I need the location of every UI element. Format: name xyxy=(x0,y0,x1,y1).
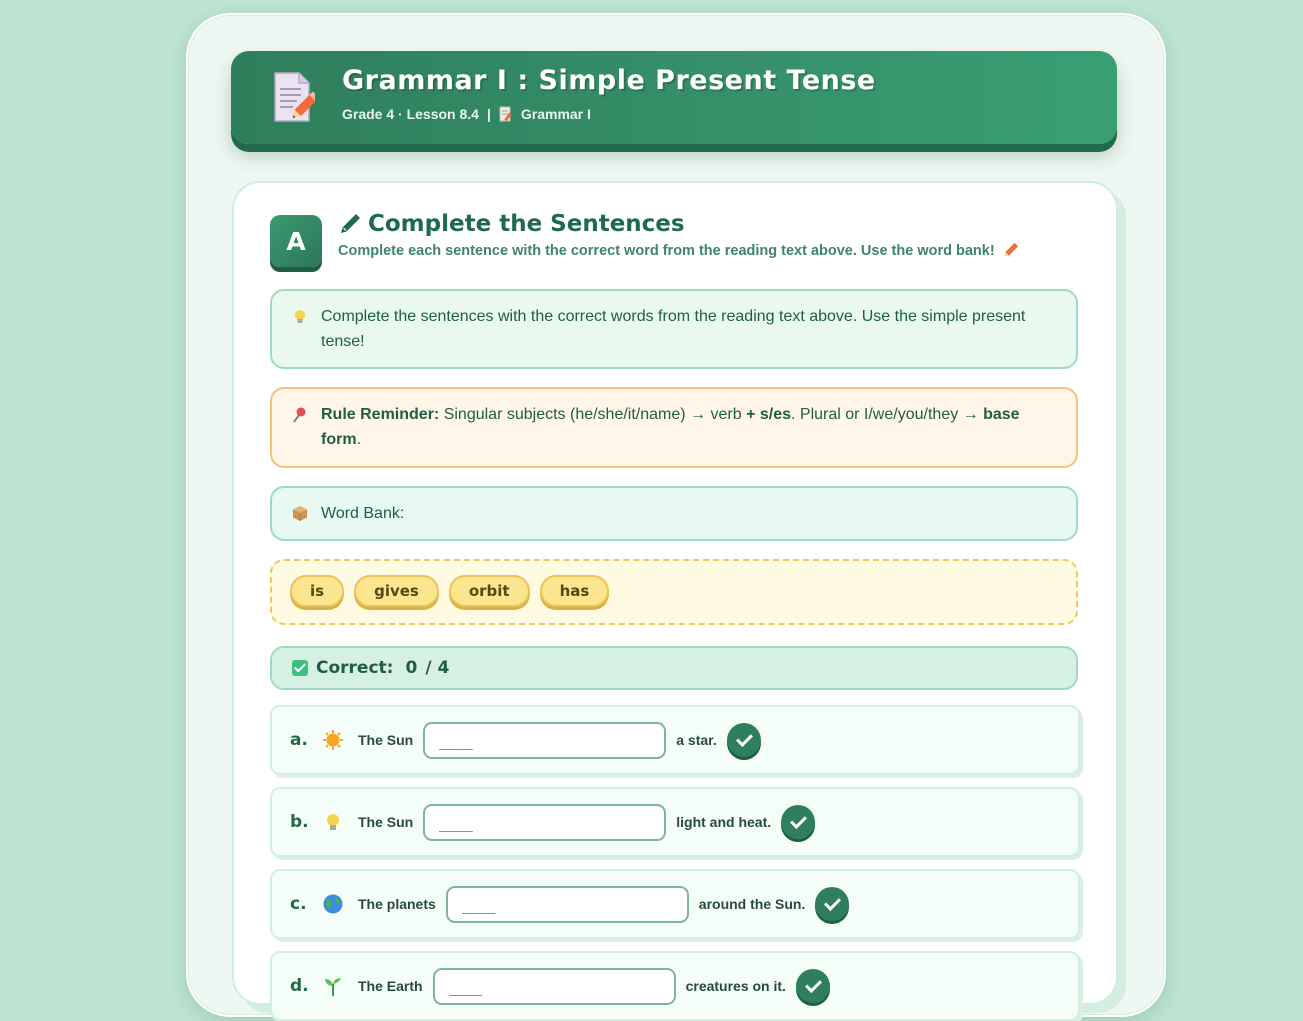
word-bank-chips xyxy=(270,559,1078,625)
tip-box xyxy=(270,289,1078,369)
score-correct: 0 xyxy=(405,658,418,678)
document-pencil-icon xyxy=(271,71,315,123)
rule-bold: + s/es xyxy=(746,406,791,423)
question-item xyxy=(270,705,1080,775)
pushpin-icon xyxy=(292,406,308,424)
word-bank-header xyxy=(270,486,1078,541)
score-row xyxy=(292,658,449,678)
score-total: / 4 xyxy=(425,658,450,678)
question-text-before: The Sun xyxy=(358,732,414,748)
question-text-after: light and heat. xyxy=(676,814,772,830)
exercise-card xyxy=(232,181,1118,1005)
question-text-after: a star. xyxy=(676,732,717,748)
check-answer-button[interactable] xyxy=(727,723,761,757)
check-box-icon xyxy=(292,660,308,676)
seedling-icon xyxy=(322,975,344,997)
question-row xyxy=(290,953,830,1019)
answer-input[interactable] xyxy=(423,804,666,841)
answer-input[interactable] xyxy=(433,968,676,1005)
grade-lesson-label: Grade 4 · Lesson 8.4 xyxy=(342,106,479,122)
memo-icon xyxy=(499,106,513,122)
question-row xyxy=(290,789,815,855)
page-title: Grammar I : Simple Present Tense xyxy=(342,65,876,96)
lesson-subtitle xyxy=(342,106,591,122)
section-title-text: Complete the Sentences xyxy=(368,211,685,237)
tip-text: Complete the sentences with the correct words from the reading text above. Use the simple present tense! xyxy=(321,308,1026,350)
rule-reminder-box xyxy=(270,387,1078,468)
section-subtitle xyxy=(338,242,1019,260)
chip-list xyxy=(290,575,609,607)
divider: | xyxy=(486,106,491,122)
word-chip[interactable]: is xyxy=(290,575,344,607)
check-answer-button[interactable] xyxy=(796,969,830,1003)
question-text-before: The Earth xyxy=(358,978,423,994)
rule-part: . Plural or I/we/you/they → xyxy=(791,406,984,423)
question-letter: c. xyxy=(290,894,307,914)
question-letter: b. xyxy=(290,812,309,832)
question-text-after: creatures on it. xyxy=(685,978,786,994)
sun-icon xyxy=(322,729,344,751)
category-label: Grammar I xyxy=(520,106,591,122)
score-label: Correct: xyxy=(316,658,394,678)
lightbulb-icon xyxy=(322,811,344,833)
question-text-before: The Sun xyxy=(358,814,414,830)
question-item xyxy=(270,869,1080,939)
check-answer-button[interactable] xyxy=(781,805,815,839)
question-item xyxy=(270,951,1080,1021)
question-letter: a. xyxy=(290,730,308,750)
question-letter: d. xyxy=(290,976,309,996)
score-bar xyxy=(270,646,1078,690)
check-answer-button[interactable] xyxy=(815,887,849,921)
rule-label: Rule Reminder: xyxy=(321,406,440,423)
word-chip[interactable]: gives xyxy=(354,575,439,607)
rule-bold: base form xyxy=(321,406,1020,448)
rule-text xyxy=(321,402,1056,452)
answer-input[interactable] xyxy=(446,886,689,923)
rule-part: . xyxy=(356,431,362,448)
rule-part: Singular subjects (he/she/it/name) → verb xyxy=(439,406,747,423)
answer-input[interactable] xyxy=(423,722,666,759)
question-row xyxy=(290,871,849,937)
pencil-icon xyxy=(338,212,362,236)
lightbulb-icon xyxy=(292,308,308,326)
section-badge: A xyxy=(270,215,322,267)
globe-icon xyxy=(322,893,344,915)
word-chip[interactable]: orbit xyxy=(449,575,530,607)
question-row xyxy=(290,707,761,773)
pencil-icon xyxy=(1001,242,1019,260)
word-bank-label: Word Bank: xyxy=(321,505,405,522)
section-title xyxy=(338,211,685,237)
package-icon xyxy=(292,504,308,522)
question-item xyxy=(270,787,1080,857)
question-text-after: around the Sun. xyxy=(698,896,806,912)
question-text-before: The planets xyxy=(358,896,436,912)
word-chip[interactable]: has xyxy=(540,575,610,607)
section-subtitle-text: Complete each sentence with the correct word from the reading text above. Use the word bank! xyxy=(338,243,995,259)
lesson-header xyxy=(231,51,1117,144)
